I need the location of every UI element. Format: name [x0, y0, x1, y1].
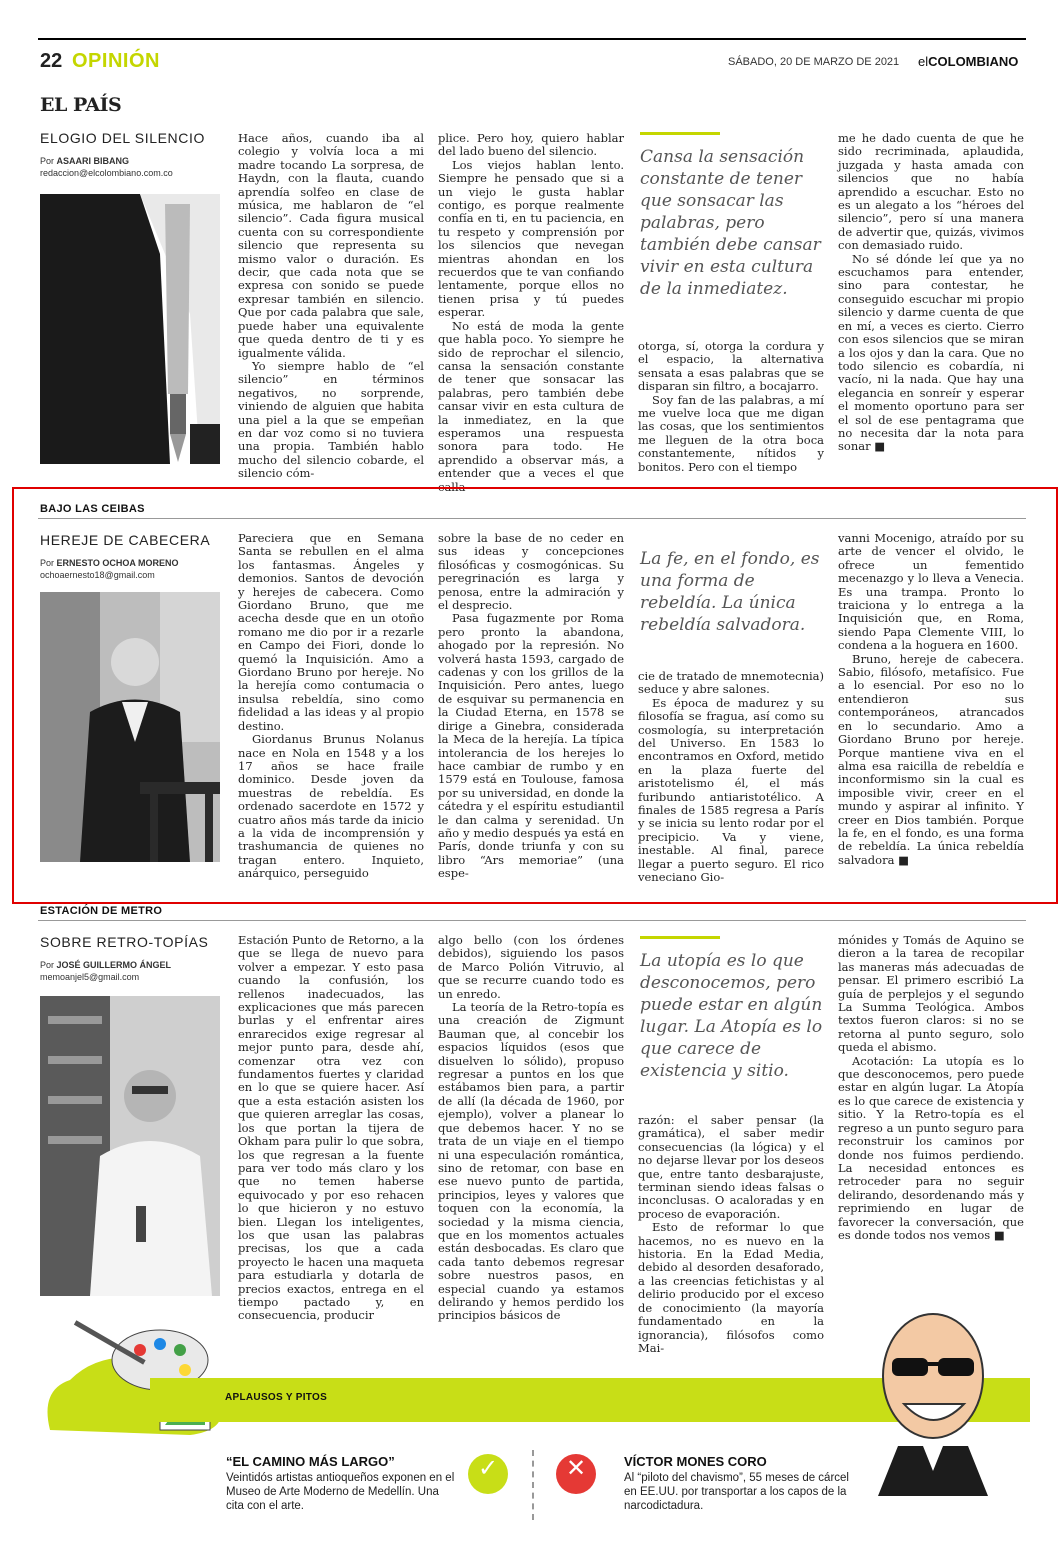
page-number: 22	[40, 50, 63, 72]
byline-prefix: Por	[40, 156, 55, 166]
paragraph: Bruno, hereje de cabecera. Sabio, filósofo, metafísico. Fue a lo esencial. Por eso no lo entendieron sus contemporáneos, atrancados en lo secundario. Amo a Giordano Bruno por hereje. Porque mantiene viva en el alma esa raicilla de rebeldía e inconformismo sin la cual es imposible vivir, creer en el mundo y aspirar al infinito. Y creer en Dios también. Porque la fe, en el fondo, es una forma de rebeldía. La única rebeldía salvadora ■	[838, 651, 1024, 867]
paragraph: Giordanus Brunus Nolanus nace en Nola en 1548 y a los 17 años se hace fraile dominico. Desde joven da muestras de rebeldía. Es ordenado sacerdote en 1572 y cuatro años más tarde da inicio a la vida de incomprensión y trashumancia de quienes no tragan entero. Inquieto, anárquico, perseguido	[238, 732, 424, 881]
paragraph: Es época de madurez y su filosofía se fragua, así como su cosmología, su interpretación del Universo. En 1583 lo encontramos en Oxford, metido en la plaza fuerte del aristotelismo él, el más furibundo antiaristotélico. A finales de 1585 regresa a París y se inicia su lento rodar por el precipicio. Va y viene, inestable. Al final, parece llegar a puerto seguro. El rico veneciano Gio-	[638, 695, 824, 885]
column-4	[838, 934, 1024, 1274]
article-title: ELOGIO DEL SILENCIO	[40, 130, 205, 146]
byline-prefix: Por	[40, 558, 55, 568]
article-hereje-de-cabecera	[38, 532, 1026, 902]
byline-prefix: Por	[40, 960, 55, 970]
pull-quote: La fe, en el fondo, es una forma de rebeldía. La única rebeldía salvadora.	[640, 549, 820, 635]
paragraph: Pareciera que en Semana Santa se rebullen en el alma los fantasmas. Ángeles y demonios. Santos de devoción y herejes de cabecera. Como Giordano Bruno, que me acecha desde que en un otoño romano me dio por ir a rezarle en Campo dei Fiori, donde lo quemó la Inquisición. Amo a Giordano Bruno por hereje. No la herejía como contumacia o insulsa rebeldía, sino como fidelidad a las ideas y al propio destino.	[238, 531, 424, 733]
paragraph: mónides y Tomás de Aquino se dieron a la tarea de recopilar las maneras más adecuadas de pensar. El primero escribió La guía de perplejos y el segundo La Summa Teológica. Ambos textos fueron claros: si no se retorna al punto seguro, solo queda el abismo.	[838, 933, 1024, 1055]
paragraph: plice. Pero hoy, quiero hablar del lado bueno del silencio.	[438, 131, 624, 159]
aplausos-right-head: VÍCTOR MONES CORO	[624, 1454, 767, 1469]
paragraph: La teoría de la Retro-topía es una creación de Zigmunt Bauman que, al concebir los espacios líquidos (esos que disuelven lo sólido), propuso regresar a puntos en los que estábamos bien para, a partir de allí (la década de 1960, por ejemplo), volver a planear lo que debemos hacer. Y no se trata de un viaje en el tiempo ni una especulación romántica, sino de retomar, con base en ese nuevo punto de partida, principios, leyes y valores que toquen con la economía, la sociedad y la misma ciencia, que en los momentos actuales están desbocadas. Es claro que cada tanto debemos regresar sobre nuestros pasos, en especial cuando ya estamos delirando y hemos perdido los principios básicos de	[438, 1000, 624, 1323]
aplausos-left-head: “EL CAMINO MÁS LARGO”	[226, 1454, 395, 1469]
paragraph: Estación Punto de Retorno, a la que se llega de nuevo para volver a empezar. Y esto pasa cuando la confusión, los rellenos inadecuados, las explicaciones que más parecen burlas y el enfrentar aires enrarecidos exige regresar al mejor punto para, desde ahí, comenzar otra vez con fundamentos fuertes y claridad en lo que se quiere hacer. Así que a esta estación asisten los que quieren arreglar las cosas, los que portan la tijera de Okham para pulir lo que sobra, los que regresan a la fuente para ver todo más claro y los que no temen haberse equivocado y por eso rehacen lo que hicieron y no estuvo bien. Llegan los inteligentes, los que usan las palabras precisas, los que a cada proyecto le hacen una maqueta para estudiarla y dotarla de precios exactos, entrega en el tiempo pactado y, en consecuencia, producir	[238, 933, 424, 1323]
paragraph: razón: el saber pensar (la gramática), el saber medir consecuencias (la lógica) y el no dejarse llevar por los deseos que, entre tanto desbarajuste, terminan siendo ideas falsas o inconclusas. O acaloradas y en proceso de evaporación.	[638, 1113, 824, 1221]
paragraph: Hace años, cuando iba al colegio y volvía loca a mi madre tocando La sorpresa, de Haydn, con la flauta, cuando aprendía solfeo en clase de música, me hablaron de “el silencio”. Cada figura musical cuenta con su correspondiente silencio que representa su mismo valor o duración. Es decir, que cada nota que se expresa con sonido se puede expresar también en silencio. Que por cada palabra que sale, puede haber una equivalente que queda dentro de ti y es igualmente válida.	[238, 131, 424, 360]
section-rule	[38, 518, 1026, 519]
article-title: SOBRE RETRO-TOPÍAS	[40, 934, 209, 950]
top-rule	[38, 38, 1026, 40]
column-2	[438, 531, 624, 881]
column-2	[438, 934, 624, 1364]
paragraph: vanni Mocenigo, atraído por su arte de vencer el olvido, le ofrece un fementido mecenazgo y lo lleva a Venecia. Es una trampa. Pronto lo traiciona y lo entrega a la Inquisición que, en Roma, siendo Papa Clemente VIII, lo condena a la hoguera en 1600.	[838, 531, 1024, 653]
brand-name: COLOMBIANO	[928, 54, 1019, 69]
paragraph: Acotación: La utopía es lo que desconocemos, pero puede estar en algún lugar. La Atopía es lo que carece de existencia y sitio. Y la Retro-topía es el regreso a un punto seguro para reconstruir los caminos por donde nos fuimos perdiendo. La necesidad entonces es retroceder para no seguir delirando, desordenando más y reprimiendo en lugar de favorecer la conversación, que es donde todos nos vemos ■	[838, 1053, 1024, 1242]
byline	[40, 558, 179, 568]
masthead-logo	[918, 54, 1018, 69]
author-name: JOSÉ GUILLERMO ÁNGEL	[56, 960, 172, 970]
pen-illustration	[40, 194, 220, 464]
paragraph: No sé dónde leí que ya no escuchamos para entender, sino para contestar, he conseguido escuchar mi propio silencio y darme cuenta de que en mí, a veces es cierto. Cierro con esos silencios que se miran a los ojos y dan la cara. Que no todo silencio es cobardía, ni vacío, ni la nada. Que hay una elegancia en sonreír y esperar el momento oportuno para ser el sol de ese pentagrama que no necesita dar la nota para sonar ■	[838, 251, 1024, 454]
author-name: ASAARI BIBANG	[56, 156, 130, 166]
byline	[40, 156, 129, 166]
column-1	[238, 132, 424, 482]
paragraph: Esto de reformar lo que hacemos, no es nuevo en la historia. En la Edad Media, debido al desorden desaforado, a las creencias fetichistas y al delirio producido por el exceso de conocimiento (la mayoría fundamentado en la ignorancia), filósofos como Mai-	[638, 1220, 824, 1355]
pull-quote: Cansa la sensación constante de tener que sonsacar las palabras, pero también debe cansar vivir en esta cultura de la inmediatez.	[640, 147, 821, 299]
partner-logo: EL PAÍS	[40, 94, 122, 116]
issue-date: SÁBADO, 20 DE MARZO DE 2021	[728, 56, 900, 68]
pull-quote-bar	[640, 132, 720, 135]
paragraph: algo bello (con los órdenes debidos), siguiendo los pasos de Marco Polión Vitruvio, al que se recurre cuando todo es un enredo.	[438, 933, 624, 1001]
aplausos-left-text: Veintidós artistas antioqueños exponen en el Museo de Arte Moderno de Medellín. Una cita con el arte.	[226, 1472, 455, 1512]
column-1	[238, 934, 424, 1364]
column-2	[438, 131, 624, 494]
paragraph: No está de moda la gente que habla poco. Yo siempre he sido de reprochar el silencio, cansa la sensación constante de tener que sonsacar las palabras, pero también debe cansar vivir en esta cultura de la inmediatez, en la que esperamos una respuesta sonora para todo. He aprendido a observar más, a entender que a veces el que calla	[438, 318, 624, 494]
section-rule	[38, 920, 1026, 921]
column-kicker: BAJO LAS CEIBAS	[40, 503, 145, 515]
byline	[40, 960, 171, 970]
column-3	[638, 1114, 824, 1364]
section-title: OPINIÓN	[72, 50, 160, 72]
author-email: ochoaernesto18@gmail.com	[40, 570, 155, 580]
column-1	[238, 531, 424, 881]
caricature-icon	[868, 1296, 998, 1496]
paragraph: otorga, sí, otorga la cordura y el espacio, la alternativa sensata a esas palabras que se disparan sin filtro, a bocajarro.	[638, 339, 824, 394]
paragraph: cie de tratado de mnemotecnia) seduce y abre salones.	[638, 669, 824, 697]
paragraph: sobre la base de no ceder en sus ideas y concepciones filosóficas y cosmogónicas. Su peregrinación es larga y penosa, entre la admiración y el desprecio.	[438, 531, 624, 613]
column-3	[638, 340, 824, 482]
column-kicker: ESTACIÓN DE METRO	[40, 905, 163, 917]
author-photo	[40, 996, 220, 1296]
paragraph: Soy fan de las palabras, a mí me vuelve loca que me digan las cosas, que los sentimientos me lleguen de la otra boca constantemente, nítidos y bonitos. Pero con el tiempo	[638, 392, 824, 474]
paragraph: Yo siempre hablo de “el silencio” en términos negativos, no sorprende, viniendo de alguien que habita una piel a la que se empeñan en dar voz como si no tuviera una propia. También hablo mucho del silencio cobarde, el silencio cóm-	[238, 358, 424, 481]
divider	[532, 1450, 534, 1520]
article-elogio-del-silencio	[38, 128, 1026, 494]
column-4	[838, 532, 1024, 872]
paragraph: Los viejos hablan lento. Siempre he pensado que si a un viejo le gusta hablar contigo, es porque realmente confía en ti, en tu paciencia, en tu respeto y comprensión por los silencios que nevegan mientras ahondan en los recuerdos que te van confiando lentamente, porque ellos no tienen prisa y tú puedes esperar.	[438, 157, 624, 320]
brand-prefix: el	[918, 54, 929, 69]
check-icon: ✓	[468, 1454, 508, 1494]
paragraph: Pasa fugazmente por Roma pero pronto la abandona, ahogado por la represión. No volverá hasta 1593, cargado de cadenas y con los grillos de la Inquisición. Pero antes, luego de esquivar su permanencia en la Ciudad Eterna, en 1578 se dirige a Ginebra, considerada la Meca de la herejía. La típica intolerancia de los herejes lo hace cambiar de rumbo y en 1579 está en Toulouse, famosa por su universidad, en donde la cátedra y el espíritu estudiantil le dan calma y serenidad. Un año y medio después ya está en París, donde triunfa y con su libro “Ars memoriae” (una espe-	[438, 611, 624, 881]
author-email: redaccion@elcolombiano.com.co	[40, 168, 173, 178]
cross-icon: ✕	[556, 1454, 596, 1494]
author-email: memoanjel5@gmail.com	[40, 972, 140, 982]
pull-quote: La utopía es lo que desconocemos, pero puede estar en algún lugar. La Atopía es lo que carece de existencia y sitio.	[640, 951, 823, 1081]
column-4	[838, 132, 1024, 482]
column-3	[638, 669, 824, 885]
author-name: ERNESTO OCHOA MORENO	[56, 558, 179, 568]
article-title: HEREJE DE CABECERA	[40, 532, 211, 548]
paragraph: me he dado cuenta de que he sido recriminada, aplaudida, juzgada y hasta amada con silencios que no había aprendido a escuchar. Esto no es un alegato a los “héroes del silencio”, pero sí una manera de advertir que, quizás, vivimos con demasiado ruido.	[838, 131, 1024, 253]
aplausos-title: APLAUSOS Y PITOS	[225, 1392, 328, 1403]
pull-quote-bar	[640, 936, 720, 939]
author-photo	[40, 592, 220, 862]
aplausos-right-text: Al “piloto del chavismo”, 55 meses de cárcel en EE.UU. por transportar a los capos de la narcodictadura.	[624, 1472, 849, 1512]
